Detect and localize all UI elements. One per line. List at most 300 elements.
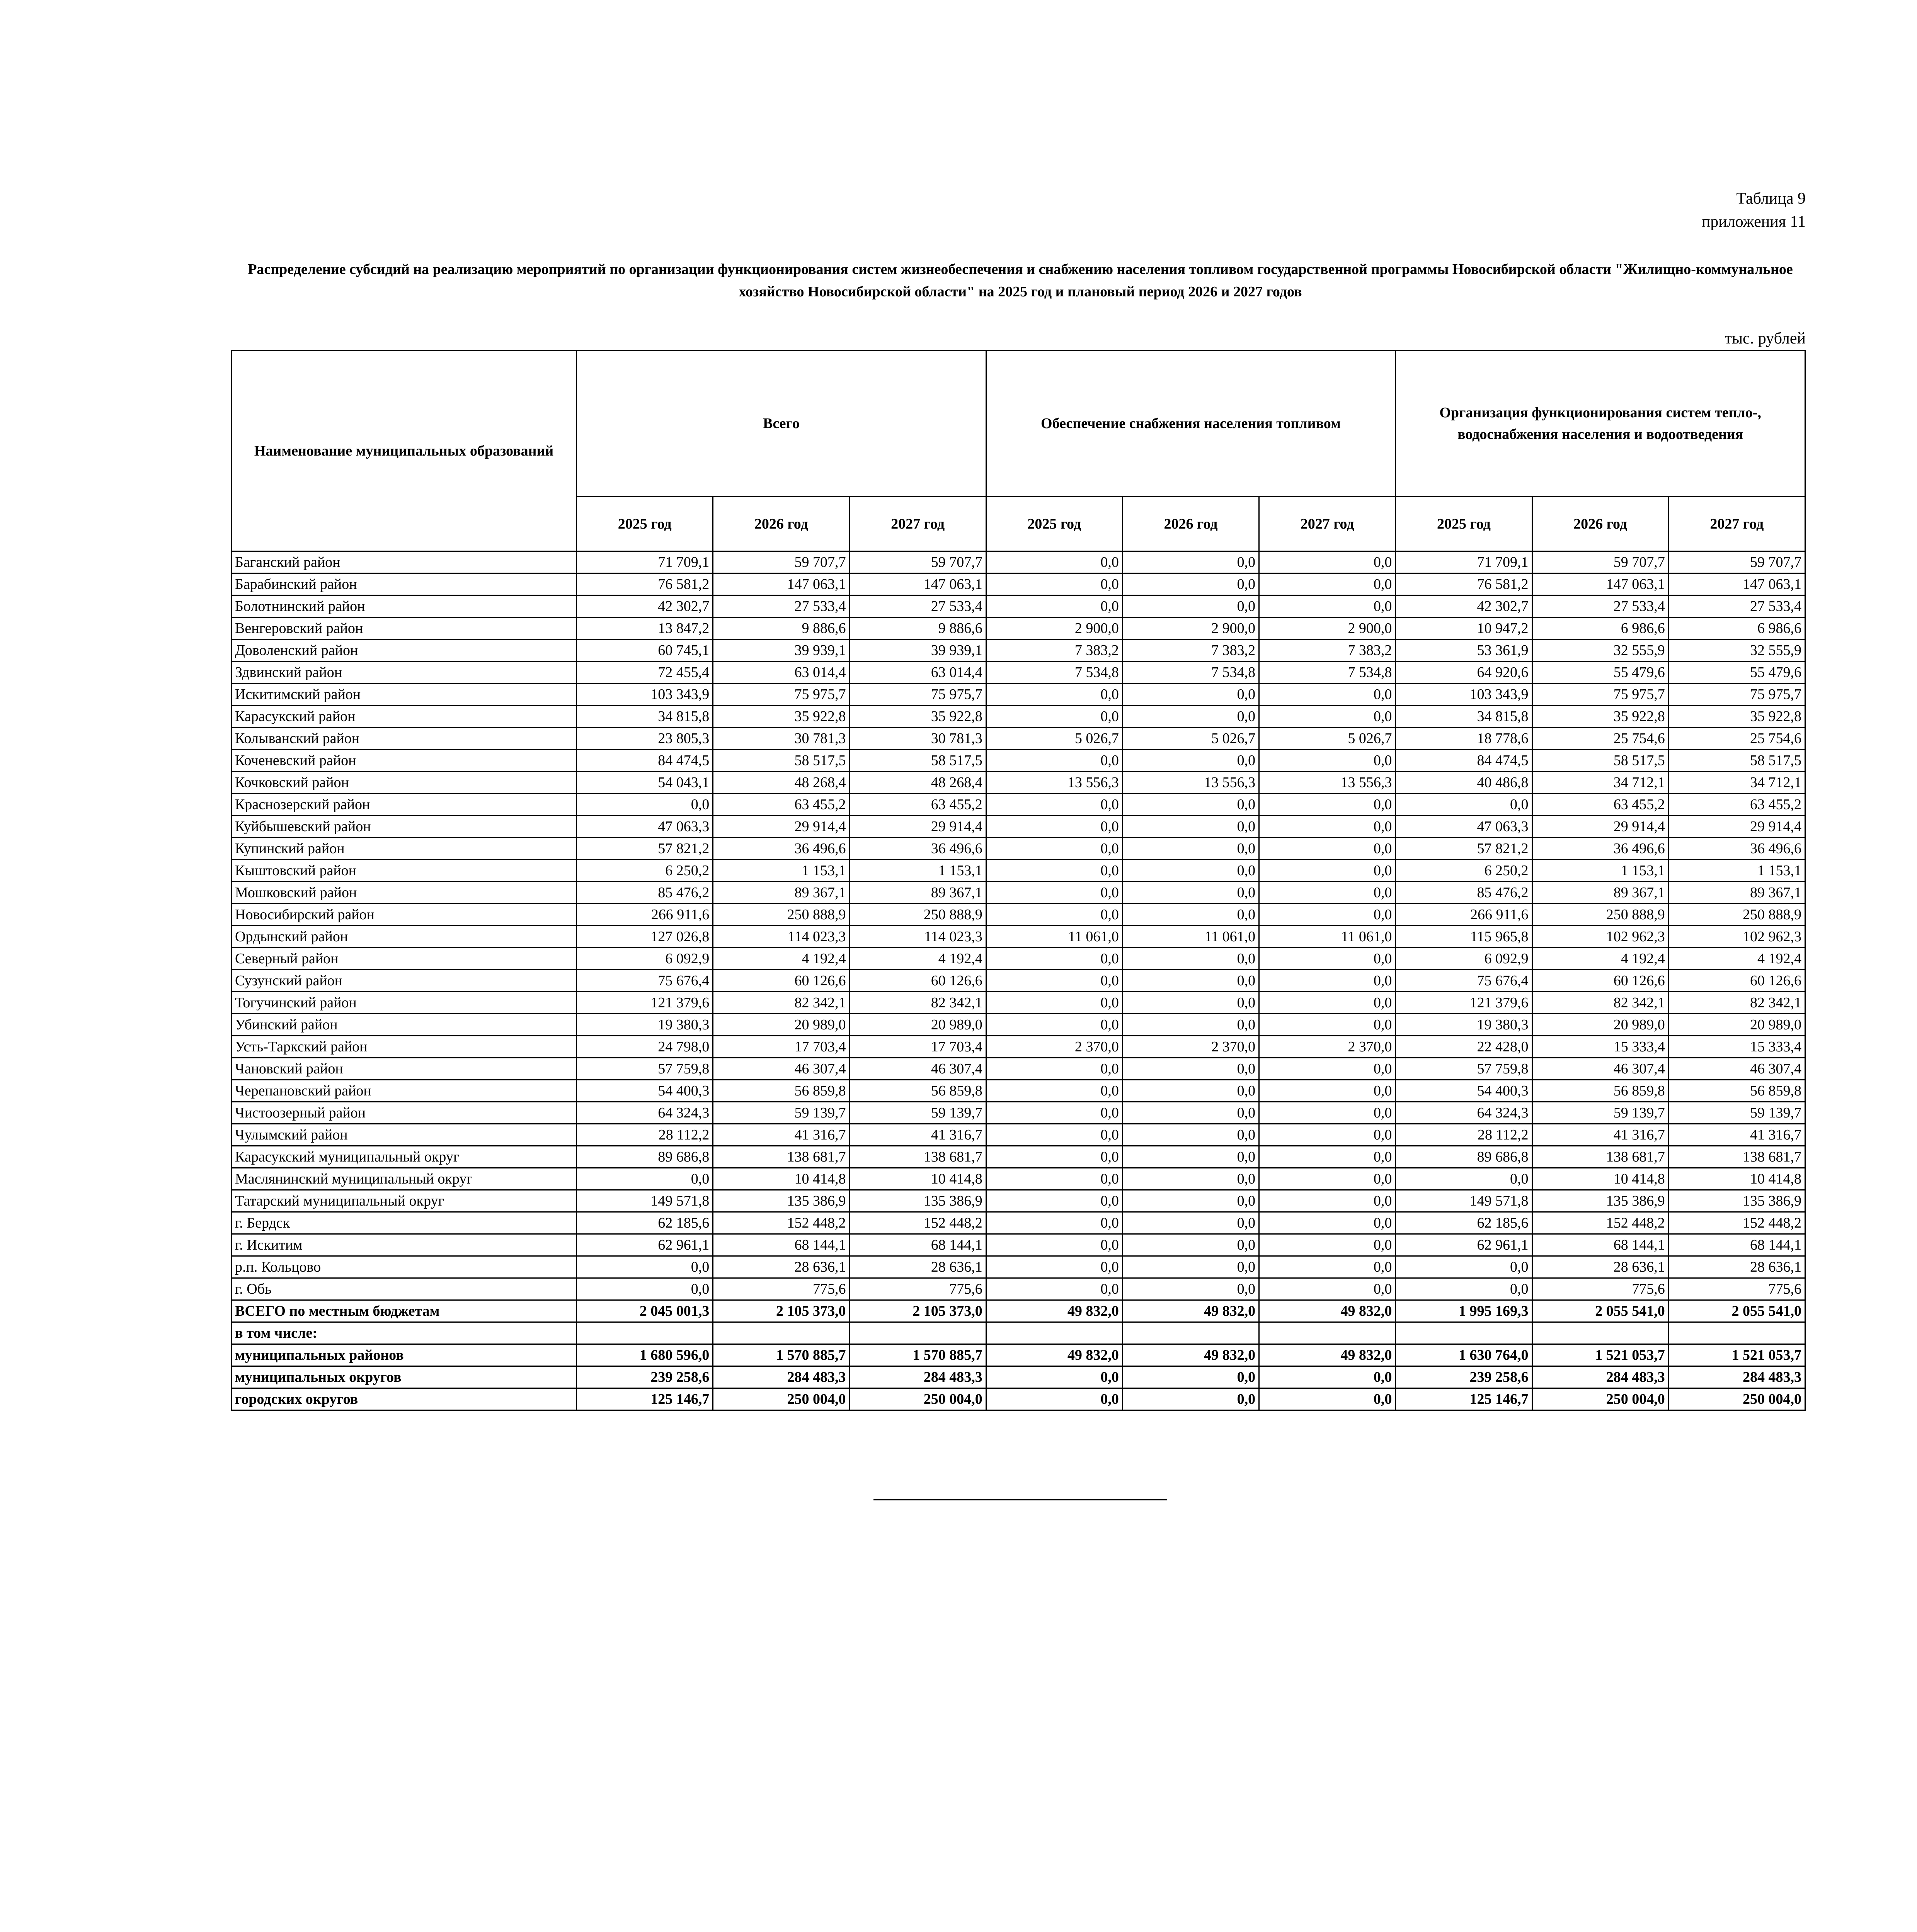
value-cell: 41 316,7: [1532, 1124, 1668, 1146]
table-row: [232, 728, 1805, 750]
municipality-name: г. Бердск: [232, 1212, 577, 1234]
value-cell: 13 556,3: [1122, 772, 1259, 794]
municipality-name: Новосибирский район: [232, 904, 577, 926]
value-cell: 0,0: [1259, 551, 1396, 573]
municipality-name: Северный район: [232, 948, 577, 970]
table-row: [232, 904, 1805, 926]
value-cell: 71 709,1: [1396, 551, 1532, 573]
value-cell: 58 517,5: [713, 750, 850, 772]
municipality-name: Баганский район: [232, 551, 577, 573]
column-header-municipality: Наименование муниципальных образований: [232, 350, 577, 551]
municipality-name: Куйбышевский район: [232, 816, 577, 838]
value-cell: 17 703,4: [850, 1036, 986, 1058]
value-cell: 0,0: [1122, 1168, 1259, 1190]
value-cell: 775,6: [1668, 1278, 1805, 1300]
value-cell: 27 533,4: [850, 595, 986, 617]
value-cell: 28 636,1: [850, 1256, 986, 1278]
value-cell: 6 092,9: [577, 948, 713, 970]
value-cell: 46 307,4: [1668, 1058, 1805, 1080]
table-row: [232, 639, 1805, 662]
municipality-name: Кыштовский район: [232, 860, 577, 882]
value-cell: 0,0: [1122, 992, 1259, 1014]
value-cell: 152 448,2: [1532, 1212, 1668, 1234]
value-cell: 0,0: [1259, 573, 1396, 595]
value-cell: 25 754,6: [1668, 728, 1805, 750]
value-cell: 56 859,8: [1532, 1080, 1668, 1102]
value-cell: 68 144,1: [713, 1234, 850, 1256]
value-cell: 0,0: [1122, 551, 1259, 573]
value-cell: 0,0: [1259, 816, 1396, 838]
value-cell: 34 712,1: [1532, 772, 1668, 794]
table-row: [232, 1102, 1805, 1124]
value-cell: 41 316,7: [850, 1124, 986, 1146]
value-cell: 0,0: [1259, 794, 1396, 816]
value-cell: 121 379,6: [1396, 992, 1532, 1014]
value-cell: 59 139,7: [1532, 1102, 1668, 1124]
value-cell: 82 342,1: [1532, 992, 1668, 1014]
value-cell: 138 681,7: [1668, 1146, 1805, 1168]
value-cell: 0,0: [1259, 970, 1396, 992]
value-cell: 0,0: [1396, 1278, 1532, 1300]
value-cell: 149 571,8: [577, 1190, 713, 1212]
table-row: [232, 948, 1805, 970]
value-cell: 138 681,7: [850, 1146, 986, 1168]
municipality-name: Коченевский район: [232, 750, 577, 772]
value-cell: 114 023,3: [850, 926, 986, 948]
value-cell: 89 367,1: [850, 882, 986, 904]
value-cell: 135 386,9: [713, 1190, 850, 1212]
value-cell: 29 914,4: [1668, 816, 1805, 838]
value-cell: 2 900,0: [1259, 617, 1396, 639]
value-cell: 49 832,0: [1122, 1344, 1259, 1366]
value-cell: 55 479,6: [1668, 662, 1805, 684]
value-cell: 59 707,7: [850, 551, 986, 573]
table-row: [232, 1278, 1805, 1300]
value-cell: 84 474,5: [577, 750, 713, 772]
municipality-name: Чановский район: [232, 1058, 577, 1080]
value-cell: 1 570 885,7: [713, 1344, 850, 1366]
value-cell: 102 962,3: [1668, 926, 1805, 948]
value-cell: 75 676,4: [1396, 970, 1532, 992]
value-cell: 250 004,0: [1532, 1388, 1668, 1410]
value-cell: 250 004,0: [850, 1388, 986, 1410]
value-cell: 0,0: [986, 573, 1122, 595]
value-cell: 2 370,0: [1259, 1036, 1396, 1058]
value-cell: 0,0: [1122, 1146, 1259, 1168]
value-cell: 58 517,5: [1668, 750, 1805, 772]
value-cell: 775,6: [850, 1278, 986, 1300]
value-cell: 0,0: [1259, 1058, 1396, 1080]
value-cell: 20 989,0: [1532, 1014, 1668, 1036]
value-cell: 0,0: [986, 1102, 1122, 1124]
municipality-name: Краснозерский район: [232, 794, 577, 816]
value-cell: 63 455,2: [850, 794, 986, 816]
value-cell: 34 712,1: [1668, 772, 1805, 794]
value-cell: 125 146,7: [1396, 1388, 1532, 1410]
group-header-utilities: Организация функционирования систем тепло-, водоснабжения населения и водоотведения: [1396, 350, 1805, 497]
value-cell: 0,0: [986, 1234, 1122, 1256]
value-cell: [1122, 1322, 1259, 1344]
value-cell: 29 914,4: [850, 816, 986, 838]
value-cell: 0,0: [1396, 1256, 1532, 1278]
value-cell: 0,0: [1122, 860, 1259, 882]
value-cell: 0,0: [1259, 750, 1396, 772]
value-cell: 54 043,1: [577, 772, 713, 794]
value-cell: 10 414,8: [713, 1168, 850, 1190]
value-cell: 41 316,7: [1668, 1124, 1805, 1146]
value-cell: 54 400,3: [1396, 1080, 1532, 1102]
value-cell: 135 386,9: [850, 1190, 986, 1212]
value-cell: 0,0: [986, 860, 1122, 882]
value-cell: 84 474,5: [1396, 750, 1532, 772]
table-row: [232, 1168, 1805, 1190]
municipality-name: в том числе:: [232, 1322, 577, 1344]
municipality-name: Карасукский район: [232, 706, 577, 728]
value-cell: 775,6: [1532, 1278, 1668, 1300]
value-cell: 28 636,1: [713, 1256, 850, 1278]
value-cell: 18 778,6: [1396, 728, 1532, 750]
value-cell: 46 307,4: [850, 1058, 986, 1080]
table-row: [232, 992, 1805, 1014]
municipality-name: Татарский муниципальный округ: [232, 1190, 577, 1212]
value-cell: [577, 1322, 713, 1344]
value-cell: 58 517,5: [850, 750, 986, 772]
value-cell: 1 153,1: [713, 860, 850, 882]
value-cell: 62 185,6: [1396, 1212, 1532, 1234]
value-cell: 85 476,2: [577, 882, 713, 904]
table-row: [232, 1124, 1805, 1146]
value-cell: 0,0: [1122, 816, 1259, 838]
value-cell: 60 126,6: [1532, 970, 1668, 992]
value-cell: 2 105 373,0: [713, 1300, 850, 1322]
value-cell: 2 900,0: [1122, 617, 1259, 639]
table-row: [232, 860, 1805, 882]
value-cell: 28 112,2: [577, 1124, 713, 1146]
value-cell: 0,0: [1259, 1212, 1396, 1234]
value-cell: 0,0: [1259, 838, 1396, 860]
value-cell: 20 989,0: [1668, 1014, 1805, 1036]
table-row: [232, 706, 1805, 728]
value-cell: 0,0: [1122, 1014, 1259, 1036]
value-cell: 0,0: [1122, 1124, 1259, 1146]
value-cell: 68 144,1: [850, 1234, 986, 1256]
value-cell: 23 805,3: [577, 728, 713, 750]
value-cell: 0,0: [1259, 1124, 1396, 1146]
appendix-reference: приложения 11: [1701, 213, 1806, 231]
value-cell: 135 386,9: [1532, 1190, 1668, 1212]
value-cell: 11 061,0: [1122, 926, 1259, 948]
year-header: 2027 год: [1668, 497, 1805, 551]
value-cell: 266 911,6: [577, 904, 713, 926]
value-cell: 49 832,0: [986, 1300, 1122, 1322]
value-cell: 0,0: [1122, 750, 1259, 772]
value-cell: 2 370,0: [1122, 1036, 1259, 1058]
value-cell: [1532, 1322, 1668, 1344]
value-cell: 59 139,7: [850, 1102, 986, 1124]
value-cell: 0,0: [1259, 1014, 1396, 1036]
value-cell: 0,0: [986, 706, 1122, 728]
value-cell: 4 192,4: [850, 948, 986, 970]
value-cell: 103 343,9: [1396, 684, 1532, 706]
value-cell: 0,0: [1259, 1190, 1396, 1212]
value-cell: 0,0: [986, 992, 1122, 1014]
value-cell: 0,0: [986, 816, 1122, 838]
value-cell: 42 302,7: [1396, 595, 1532, 617]
value-cell: 11 061,0: [986, 926, 1122, 948]
value-cell: 55 479,6: [1532, 662, 1668, 684]
municipality-name: Черепановский район: [232, 1080, 577, 1102]
municipality-name: г. Искитим: [232, 1234, 577, 1256]
value-cell: 11 061,0: [1259, 926, 1396, 948]
value-cell: 6 986,6: [1532, 617, 1668, 639]
value-cell: 46 307,4: [713, 1058, 850, 1080]
value-cell: 0,0: [1259, 684, 1396, 706]
value-cell: 20 989,0: [713, 1014, 850, 1036]
table-number: Таблица 9: [1736, 190, 1806, 207]
value-cell: 5 026,7: [1259, 728, 1396, 750]
value-cell: 250 888,9: [850, 904, 986, 926]
value-cell: 62 961,1: [577, 1234, 713, 1256]
value-cell: 0,0: [1122, 1278, 1259, 1300]
value-cell: 147 063,1: [1532, 573, 1668, 595]
value-cell: 239 258,6: [1396, 1366, 1532, 1388]
value-cell: 1 153,1: [1532, 860, 1668, 882]
value-cell: 6 250,2: [577, 860, 713, 882]
value-cell: 72 455,4: [577, 662, 713, 684]
value-cell: 34 815,8: [577, 706, 713, 728]
value-cell: 2 900,0: [986, 617, 1122, 639]
municipality-name: р.п. Кольцово: [232, 1256, 577, 1278]
value-cell: 0,0: [1122, 1366, 1259, 1388]
municipality-name: ВСЕГО по местным бюджетам: [232, 1300, 577, 1322]
value-cell: 1 521 053,7: [1532, 1344, 1668, 1366]
value-cell: 7 383,2: [986, 639, 1122, 662]
value-cell: 49 832,0: [1259, 1300, 1396, 1322]
units-label: тыс. рублей: [1725, 330, 1806, 347]
value-cell: 127 026,8: [577, 926, 713, 948]
value-cell: 35 922,8: [850, 706, 986, 728]
value-cell: 41 316,7: [713, 1124, 850, 1146]
value-cell: 284 483,3: [1532, 1366, 1668, 1388]
value-cell: 58 517,5: [1532, 750, 1668, 772]
value-cell: 89 686,8: [577, 1146, 713, 1168]
table-row: [232, 816, 1805, 838]
value-cell: 39 939,1: [713, 639, 850, 662]
value-cell: 49 832,0: [1122, 1300, 1259, 1322]
value-cell: 115 965,8: [1396, 926, 1532, 948]
value-cell: 0,0: [1122, 706, 1259, 728]
table-row: [232, 794, 1805, 816]
value-cell: 35 922,8: [1668, 706, 1805, 728]
value-cell: 103 343,9: [577, 684, 713, 706]
value-cell: 0,0: [1259, 1278, 1396, 1300]
value-cell: 0,0: [1259, 706, 1396, 728]
value-cell: 36 496,6: [1532, 838, 1668, 860]
table-row: [232, 684, 1805, 706]
municipality-name: Убинский район: [232, 1014, 577, 1036]
value-cell: [986, 1322, 1122, 1344]
value-cell: 56 859,8: [850, 1080, 986, 1102]
value-cell: 57 821,2: [1396, 838, 1532, 860]
value-cell: 13 556,3: [986, 772, 1122, 794]
value-cell: 0,0: [986, 794, 1122, 816]
value-cell: 28 112,2: [1396, 1124, 1532, 1146]
value-cell: 0,0: [986, 970, 1122, 992]
value-cell: 46 307,4: [1532, 1058, 1668, 1080]
value-cell: 7 383,2: [1122, 639, 1259, 662]
value-cell: 0,0: [986, 1080, 1122, 1102]
table-row: [232, 617, 1805, 639]
value-cell: 85 476,2: [1396, 882, 1532, 904]
value-cell: 250 004,0: [1668, 1388, 1805, 1410]
value-cell: 68 144,1: [1532, 1234, 1668, 1256]
value-cell: 60 126,6: [713, 970, 850, 992]
value-cell: 75 975,7: [713, 684, 850, 706]
value-cell: 68 144,1: [1668, 1234, 1805, 1256]
value-cell: 6 250,2: [1396, 860, 1532, 882]
value-cell: 29 914,4: [713, 816, 850, 838]
group-header-fuel-supply: Обеспечение снабжения населения топливом: [986, 350, 1396, 497]
value-cell: 7 534,8: [986, 662, 1122, 684]
value-cell: 10 414,8: [1532, 1168, 1668, 1190]
value-cell: 0,0: [1259, 1146, 1396, 1168]
municipality-name: Чистоозерный район: [232, 1102, 577, 1124]
value-cell: 59 707,7: [1668, 551, 1805, 573]
value-cell: 152 448,2: [850, 1212, 986, 1234]
value-cell: 47 063,3: [577, 816, 713, 838]
municipality-name: Искитимский район: [232, 684, 577, 706]
value-cell: 0,0: [1122, 573, 1259, 595]
value-cell: 0,0: [1122, 684, 1259, 706]
value-cell: 0,0: [1396, 1168, 1532, 1190]
value-cell: 10 947,2: [1396, 617, 1532, 639]
value-cell: 64 920,6: [1396, 662, 1532, 684]
value-cell: 4 192,4: [1668, 948, 1805, 970]
value-cell: 0,0: [1122, 794, 1259, 816]
value-cell: 0,0: [986, 948, 1122, 970]
value-cell: 62 961,1: [1396, 1234, 1532, 1256]
municipality-name: Болотнинский район: [232, 595, 577, 617]
value-cell: 284 483,3: [713, 1366, 850, 1388]
value-cell: 135 386,9: [1668, 1190, 1805, 1212]
value-cell: 0,0: [577, 794, 713, 816]
table-row: [232, 926, 1805, 948]
municipality-name: Купинский район: [232, 838, 577, 860]
value-cell: 147 063,1: [850, 573, 986, 595]
value-cell: 22 428,0: [1396, 1036, 1532, 1058]
municipality-name: Сузунский район: [232, 970, 577, 992]
table-row: [232, 1058, 1805, 1080]
value-cell: 13 556,3: [1259, 772, 1396, 794]
value-cell: 5 026,7: [986, 728, 1122, 750]
municipality-name: Колыванский район: [232, 728, 577, 750]
year-header: 2027 год: [850, 497, 986, 551]
municipality-name: Чулымский район: [232, 1124, 577, 1146]
value-cell: 0,0: [1122, 882, 1259, 904]
value-cell: 0,0: [986, 1124, 1122, 1146]
value-cell: 32 555,9: [1668, 639, 1805, 662]
value-cell: 28 636,1: [1532, 1256, 1668, 1278]
value-cell: 0,0: [1259, 1102, 1396, 1124]
value-cell: 57 759,8: [577, 1058, 713, 1080]
document-title: Распределение субсидий на реализацию мероприятий по организации функционирования систем жизнеобеспечения и снабжению населения топливом государственной программы Новосибирской области "Жилищно-коммунальное хозяйство Новосибирской области" на 2025 год и плановый период 2026 и 2027 годов: [248, 261, 1793, 300]
value-cell: 0,0: [986, 750, 1122, 772]
end-separator-line: [873, 1499, 1167, 1500]
value-cell: 1 570 885,7: [850, 1344, 986, 1366]
value-cell: 27 533,4: [1668, 595, 1805, 617]
value-cell: 4 192,4: [713, 948, 850, 970]
value-cell: 147 063,1: [713, 573, 850, 595]
value-cell: 27 533,4: [1532, 595, 1668, 617]
total-row: [232, 1300, 1805, 1322]
value-cell: 59 707,7: [713, 551, 850, 573]
value-cell: 36 496,6: [713, 838, 850, 860]
value-cell: 57 821,2: [577, 838, 713, 860]
table-row: [232, 662, 1805, 684]
value-cell: 250 888,9: [1668, 904, 1805, 926]
value-cell: 2 045 001,3: [577, 1300, 713, 1322]
value-cell: 54 400,3: [577, 1080, 713, 1102]
value-cell: 89 367,1: [1532, 882, 1668, 904]
value-cell: 9 886,6: [850, 617, 986, 639]
municipality-name: Венгеровский район: [232, 617, 577, 639]
value-cell: 284 483,3: [1668, 1366, 1805, 1388]
value-cell: 775,6: [713, 1278, 850, 1300]
value-cell: 0,0: [1259, 595, 1396, 617]
value-cell: 28 636,1: [1668, 1256, 1805, 1278]
year-header: 2025 год: [1396, 497, 1532, 551]
table-row: [232, 1256, 1805, 1278]
year-header: 2026 год: [1122, 497, 1259, 551]
value-cell: 0,0: [577, 1168, 713, 1190]
value-cell: 0,0: [1122, 904, 1259, 926]
value-cell: 0,0: [1122, 1388, 1259, 1410]
value-cell: 76 581,2: [577, 573, 713, 595]
table-row: [232, 595, 1805, 617]
value-cell: 76 581,2: [1396, 573, 1532, 595]
municipality-name: Карасукский муниципальный округ: [232, 1146, 577, 1168]
year-header: 2027 год: [1259, 497, 1396, 551]
value-cell: 0,0: [577, 1256, 713, 1278]
value-cell: 75 975,7: [850, 684, 986, 706]
value-cell: 89 367,1: [713, 882, 850, 904]
municipality-name: Усть-Таркский район: [232, 1036, 577, 1058]
municipality-name: муниципальных округов: [232, 1366, 577, 1388]
value-cell: 10 414,8: [1668, 1168, 1805, 1190]
value-cell: 2 105 373,0: [850, 1300, 986, 1322]
value-cell: 0,0: [1122, 1190, 1259, 1212]
value-cell: 32 555,9: [1532, 639, 1668, 662]
value-cell: 64 324,3: [1396, 1102, 1532, 1124]
value-cell: 0,0: [1122, 1058, 1259, 1080]
value-cell: 239 258,6: [577, 1366, 713, 1388]
value-cell: 0,0: [986, 1146, 1122, 1168]
value-cell: 0,0: [1122, 1212, 1259, 1234]
value-cell: 0,0: [577, 1278, 713, 1300]
value-cell: 250 004,0: [713, 1388, 850, 1410]
value-cell: 36 496,6: [850, 838, 986, 860]
value-cell: 35 922,8: [713, 706, 850, 728]
value-cell: 138 681,7: [713, 1146, 850, 1168]
value-cell: 6 986,6: [1668, 617, 1805, 639]
value-cell: 0,0: [1122, 595, 1259, 617]
value-cell: 1 995 169,3: [1396, 1300, 1532, 1322]
value-cell: 62 185,6: [577, 1212, 713, 1234]
value-cell: 89 367,1: [1668, 882, 1805, 904]
value-cell: 19 380,3: [577, 1014, 713, 1036]
value-cell: 75 676,4: [577, 970, 713, 992]
municipality-name: городских округов: [232, 1388, 577, 1410]
